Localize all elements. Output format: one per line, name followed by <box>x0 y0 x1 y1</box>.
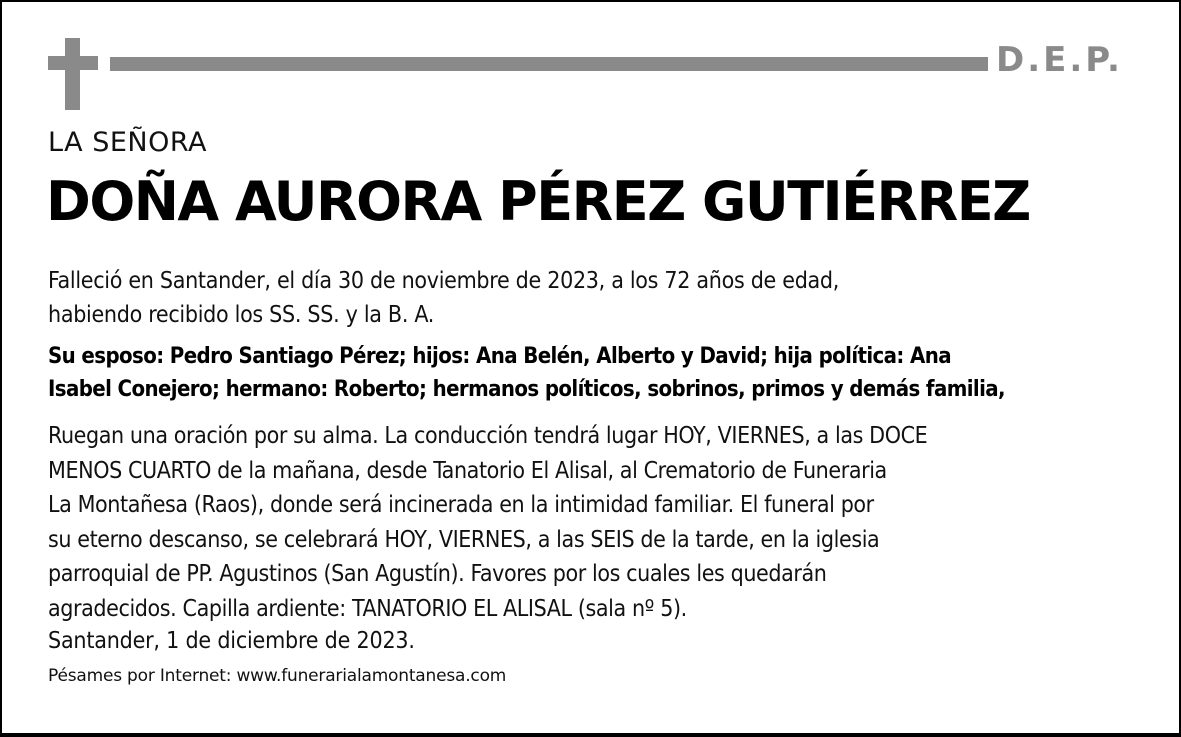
prayer-line: su eterno descanso, se celebrará HOY, VIERNES, a las SEIS de la tarde, en la iglesia <box>48 526 880 553</box>
family-paragraph <box>48 340 1005 406</box>
intro-line: habiendo recibido los SS. SS. y la B. A. <box>48 302 435 328</box>
place-date: Santander, 1 de diciembre de 2023. <box>48 628 415 654</box>
cross-horizontal-bar <box>48 56 98 70</box>
prayer-line: La Montañesa (Raos), donde será incinerada en la intimidad familiar. El funeral por <box>48 492 874 518</box>
prayer-line: Ruegan una oración por su alma. La conducción tendrá lugar HOY, VIERNES, a las DOCE <box>48 423 928 449</box>
internet-condolences: Pésames por Internet: www.funerarialamontanesa.com <box>48 666 507 686</box>
family-line: Su esposo: Pedro Santiago Pérez; hijos: Ana Belén, Alberto y David; hija política: Ana <box>48 344 951 369</box>
prayer-line: parroquial de PP. Agustinos (San Agustín). Favores por los cuales les quedarán <box>48 561 827 587</box>
intro-paragraph <box>48 264 839 332</box>
intro-line: Falleció en Santander, el día 30 de noviembre de 2023, a los 72 años de edad, <box>48 268 840 294</box>
honorific: LA SEÑORA <box>48 127 207 158</box>
dep-label: D.E.P. <box>996 40 1123 80</box>
prayer-line: MENOS CUARTO de la mañana, desde Tanatorio El Alisal, al Crematorio de Funeraria <box>48 457 887 484</box>
cross-vertical-bar <box>65 38 80 110</box>
header-rule <box>110 57 988 71</box>
prayer-paragraph <box>48 419 927 626</box>
family-line: Isabel Conejero; hermano: Roberto; hermanos políticos, sobrinos, primos y demás familia, <box>48 377 1005 402</box>
prayer-line: agradecidos. Capilla ardiente: TANATORIO EL ALISAL (sala nº 5). <box>48 595 687 622</box>
deceased-name: DOÑA AURORA PÉREZ GUTIÉRREZ <box>46 170 1030 233</box>
cross-icon <box>48 38 98 110</box>
